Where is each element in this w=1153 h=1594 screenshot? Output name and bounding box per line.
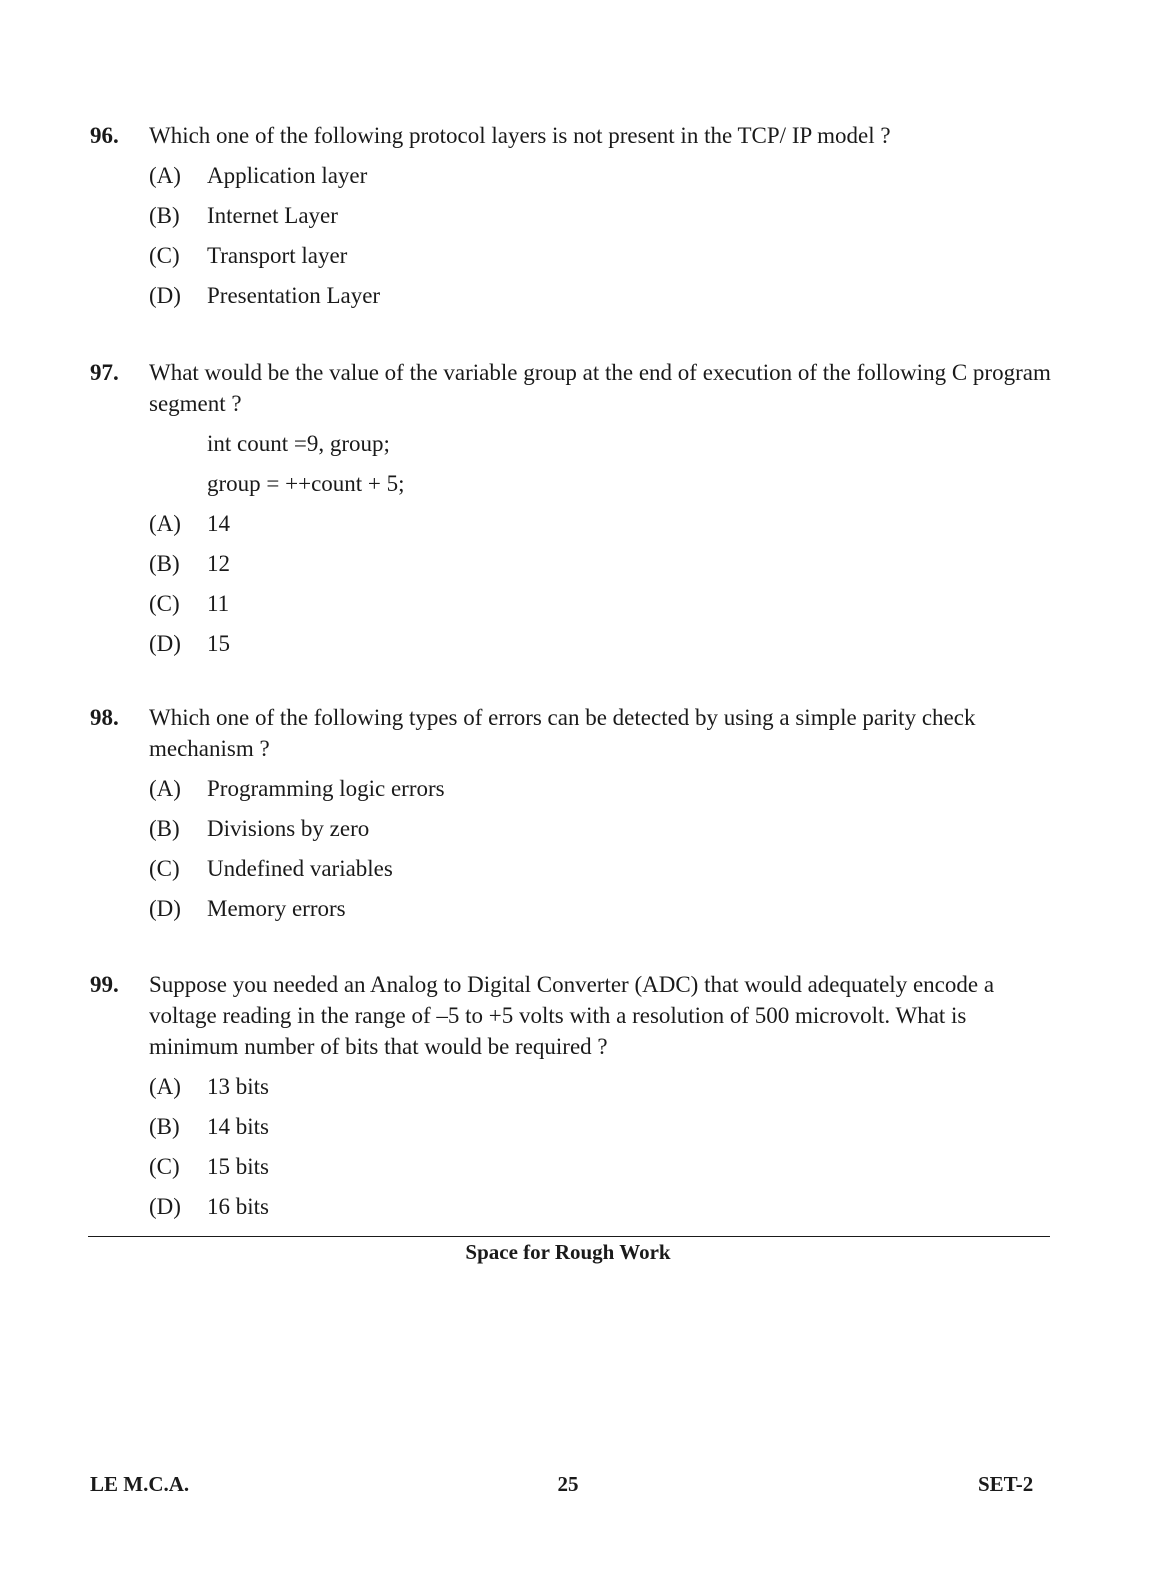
option-label: (C) xyxy=(149,591,180,616)
question-98 xyxy=(90,702,1055,924)
question-text: Suppose you needed an Analog to Digital Converter (ADC) that would adequately encode a voltage reading in the range of –5 to +5 volts with a resolution of 500 microvolt. What is minimum number of bits that would be required ? xyxy=(149,972,995,1059)
question-number: 98. xyxy=(90,705,119,730)
footer-page-number: 25 xyxy=(557,1472,579,1496)
option-label: (D) xyxy=(149,1194,181,1219)
option-b xyxy=(90,1111,1055,1142)
option-text: Programming logic errors xyxy=(207,776,445,801)
option-label: (A) xyxy=(149,511,181,536)
option-text: 12 xyxy=(207,551,230,576)
option-text: 14 xyxy=(207,511,230,536)
option-label: (B) xyxy=(149,816,180,841)
question-97 xyxy=(90,357,1055,659)
option-text: Internet Layer xyxy=(207,203,338,228)
option-label: (D) xyxy=(149,283,181,308)
option-label: (B) xyxy=(149,551,180,576)
option-b xyxy=(90,813,1055,844)
footer-course-code: LE M.C.A. xyxy=(90,1472,190,1496)
option-c xyxy=(90,853,1055,884)
option-label: (A) xyxy=(149,776,181,801)
option-label: (A) xyxy=(149,163,181,188)
option-text: 15 bits xyxy=(207,1154,269,1179)
rough-work-heading: Space for Rough Work xyxy=(465,1240,671,1264)
option-a xyxy=(90,508,1055,539)
option-a xyxy=(90,1071,1055,1102)
option-c xyxy=(90,588,1055,619)
option-text: Memory errors xyxy=(207,896,346,921)
question-text: Which one of the following protocol layers is not present in the TCP/ IP model ? xyxy=(149,123,891,148)
option-text: 16 bits xyxy=(207,1194,269,1219)
option-a xyxy=(90,160,1055,191)
option-b xyxy=(90,200,1055,231)
code-line: int count =9, group; xyxy=(207,431,390,456)
question-number: 96. xyxy=(90,123,119,148)
option-label: (C) xyxy=(149,856,180,881)
option-c xyxy=(90,240,1055,271)
question-96 xyxy=(90,120,1055,311)
question-99 xyxy=(90,969,1055,1222)
option-text: 11 xyxy=(207,591,230,616)
option-d xyxy=(90,628,1055,659)
option-d xyxy=(90,1191,1055,1222)
question-text: What would be the value of the variable group at the end of execution of the following C program segment ? xyxy=(149,360,1051,416)
option-text: Transport layer xyxy=(207,243,348,268)
option-d xyxy=(90,893,1055,924)
question-number: 97. xyxy=(90,360,119,385)
divider-rule xyxy=(88,1236,1050,1237)
option-text: Presentation Layer xyxy=(207,283,381,308)
option-b xyxy=(90,548,1055,579)
option-label: (B) xyxy=(149,203,180,228)
footer-set-code: SET-2 xyxy=(978,1472,1034,1496)
option-a xyxy=(90,773,1055,804)
option-label: (C) xyxy=(149,1154,180,1179)
option-label: (B) xyxy=(149,1114,180,1139)
option-text: 13 bits xyxy=(207,1074,269,1099)
option-text: 15 xyxy=(207,631,230,656)
option-text: Undefined variables xyxy=(207,856,393,881)
option-label: (D) xyxy=(149,631,181,656)
question-number: 99. xyxy=(90,972,119,997)
option-d xyxy=(90,280,1055,311)
option-label: (A) xyxy=(149,1074,181,1099)
option-c xyxy=(90,1151,1055,1182)
code-line: group = ++count + 5; xyxy=(207,471,405,496)
option-text: 14 bits xyxy=(207,1114,269,1139)
option-text: Divisions by zero xyxy=(207,816,370,841)
option-text: Application layer xyxy=(207,163,368,188)
option-label: (D) xyxy=(149,896,181,921)
option-label: (C) xyxy=(149,243,180,268)
question-text: Which one of the following types of errors can be detected by using a simple parity check mechanism ? xyxy=(149,705,976,761)
